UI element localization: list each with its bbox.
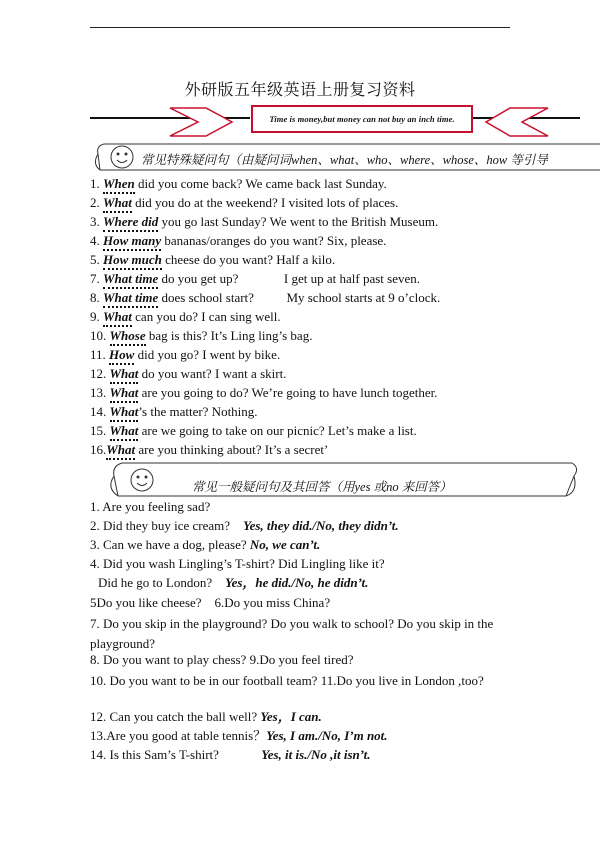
list-item <box>90 214 438 230</box>
question-word: What <box>110 385 139 403</box>
item-number: 13. <box>90 385 110 400</box>
item-text: did you go? I went by bike. <box>134 347 281 362</box>
item-text: 3. Can we have a dog, please? <box>90 537 250 552</box>
item-text: are you going to do? We’re going to have lunch together. <box>138 385 438 400</box>
item-text: did you come back? We came back last Sunday. <box>134 176 387 191</box>
item-text: cheese do you want? Half a kilo. <box>161 252 336 267</box>
item-number: 3. <box>90 214 103 229</box>
item-text: can you do? I can sing well. <box>131 309 281 324</box>
item-number: 2. <box>90 195 103 210</box>
question-word: How much <box>103 252 162 270</box>
item-number: 5. <box>90 252 103 267</box>
list-item: 7. Do you skip in the playground? Do you walk to school? Do you skip in the playground? <box>90 616 494 651</box>
item-text: are we going to take on our picnic? Let’s make a list. <box>138 423 417 438</box>
item-text: ’s the matter? Nothing. <box>138 404 258 419</box>
question-word: What <box>106 442 135 460</box>
item-number: 1. <box>90 176 103 191</box>
item-text: do you get up? I get up at half past seven. <box>158 271 421 286</box>
item-number: 11. <box>90 347 110 362</box>
list-item <box>90 233 386 249</box>
section2-heading: 常见一般疑问句及其回答（用yes 或no 来回答） <box>192 480 452 494</box>
item-text: 12. Can you catch the ball well? <box>90 709 261 724</box>
page-title: 外研版五年级英语上册复习资料 <box>184 82 416 99</box>
answer-text: Yes, they did./No, they didn’t. <box>243 518 399 533</box>
item-number: 7. <box>90 271 103 286</box>
item-number: 15. <box>90 423 110 438</box>
item-number: 16. <box>90 442 107 457</box>
motto-text: Time is money,but money can not buy an inch time. <box>269 114 455 124</box>
list-item <box>90 366 286 382</box>
question-word: What time <box>103 271 158 289</box>
item-text: you go last Sunday? We went to the British Museum. <box>158 214 439 229</box>
question-word: What time <box>103 290 158 308</box>
item-number: 14. <box>90 404 110 419</box>
list-item <box>98 575 368 591</box>
answer-text: Yes, it is./No ,it isn’t. <box>261 747 371 762</box>
item-text: bananas/oranges do you want? Six, please. <box>161 233 387 248</box>
list-item <box>90 423 417 439</box>
list-item <box>90 537 320 553</box>
question-word: How many <box>103 233 161 251</box>
item-text: bag is this? It’s Ling ling’s bag. <box>145 328 313 343</box>
item-text: do you want? I want a skirt. <box>138 366 287 381</box>
list-item <box>90 195 398 211</box>
list-item: 8. Do you want to play chess? 9.Do you feel tired? <box>90 652 354 667</box>
list-item: 5Do you like cheese? 6.Do you miss China? <box>90 595 331 610</box>
list-item <box>90 347 280 363</box>
item-text: Did he go to London? <box>98 575 226 590</box>
question-word: Whose <box>110 328 146 346</box>
list-item <box>90 518 399 534</box>
list-item <box>90 176 387 192</box>
answer-text: Yes, I am./No, I’m not. <box>266 728 388 743</box>
item-text: 14. Is this Sam’s T-shirt? <box>90 747 262 762</box>
list-item: 1. Are you feeling sad? <box>90 499 211 514</box>
item-text: 13.Are you good at table tennis？ <box>90 728 267 743</box>
list-item <box>90 328 312 344</box>
list-item <box>90 290 440 306</box>
question-word: What <box>110 366 139 384</box>
list-item: 10. Do you want to be in our football team? 11.Do you live in London ,too? <box>90 673 484 688</box>
question-word: What <box>110 404 139 422</box>
list-item <box>90 252 335 268</box>
question-word: How <box>109 347 134 365</box>
list-item: 4. Did you wash Lingling’s T-shirt? Did Lingling like it? <box>90 556 385 571</box>
list-item <box>90 709 322 725</box>
item-text: are you thinking about? It’s a secret’ <box>135 442 329 457</box>
answer-text: No, we can’t. <box>249 537 321 552</box>
list-item <box>90 309 281 325</box>
question-word: What <box>110 423 139 441</box>
item-number: 4. <box>90 233 103 248</box>
item-number: 12. <box>90 366 110 381</box>
section1-heading: 常见特殊疑问句（由疑问词when、what、who、where、whose、how 等引导 <box>141 153 548 167</box>
list-item <box>90 442 328 458</box>
question-word: What <box>103 309 132 327</box>
item-text: 2. Did they buy ice cream? <box>90 518 244 533</box>
list-item <box>90 271 420 287</box>
list-item <box>90 404 258 420</box>
question-word: When <box>103 176 135 194</box>
question-word: What <box>103 195 132 213</box>
item-text: did you do at the weekend? I visited lots of places. <box>131 195 399 210</box>
item-number: 8. <box>90 290 103 305</box>
question-word: Where did <box>103 214 158 232</box>
item-number: 9. <box>90 309 103 324</box>
item-text: does school start? My school starts at 9 o’clock. <box>158 290 441 305</box>
list-item <box>90 385 437 401</box>
list-item <box>90 728 388 744</box>
item-number: 10. <box>90 328 110 343</box>
answer-text: Yes，I can. <box>260 709 322 724</box>
answer-text: Yes，he did./No, he didn’t. <box>225 575 369 590</box>
list-item <box>90 747 371 763</box>
